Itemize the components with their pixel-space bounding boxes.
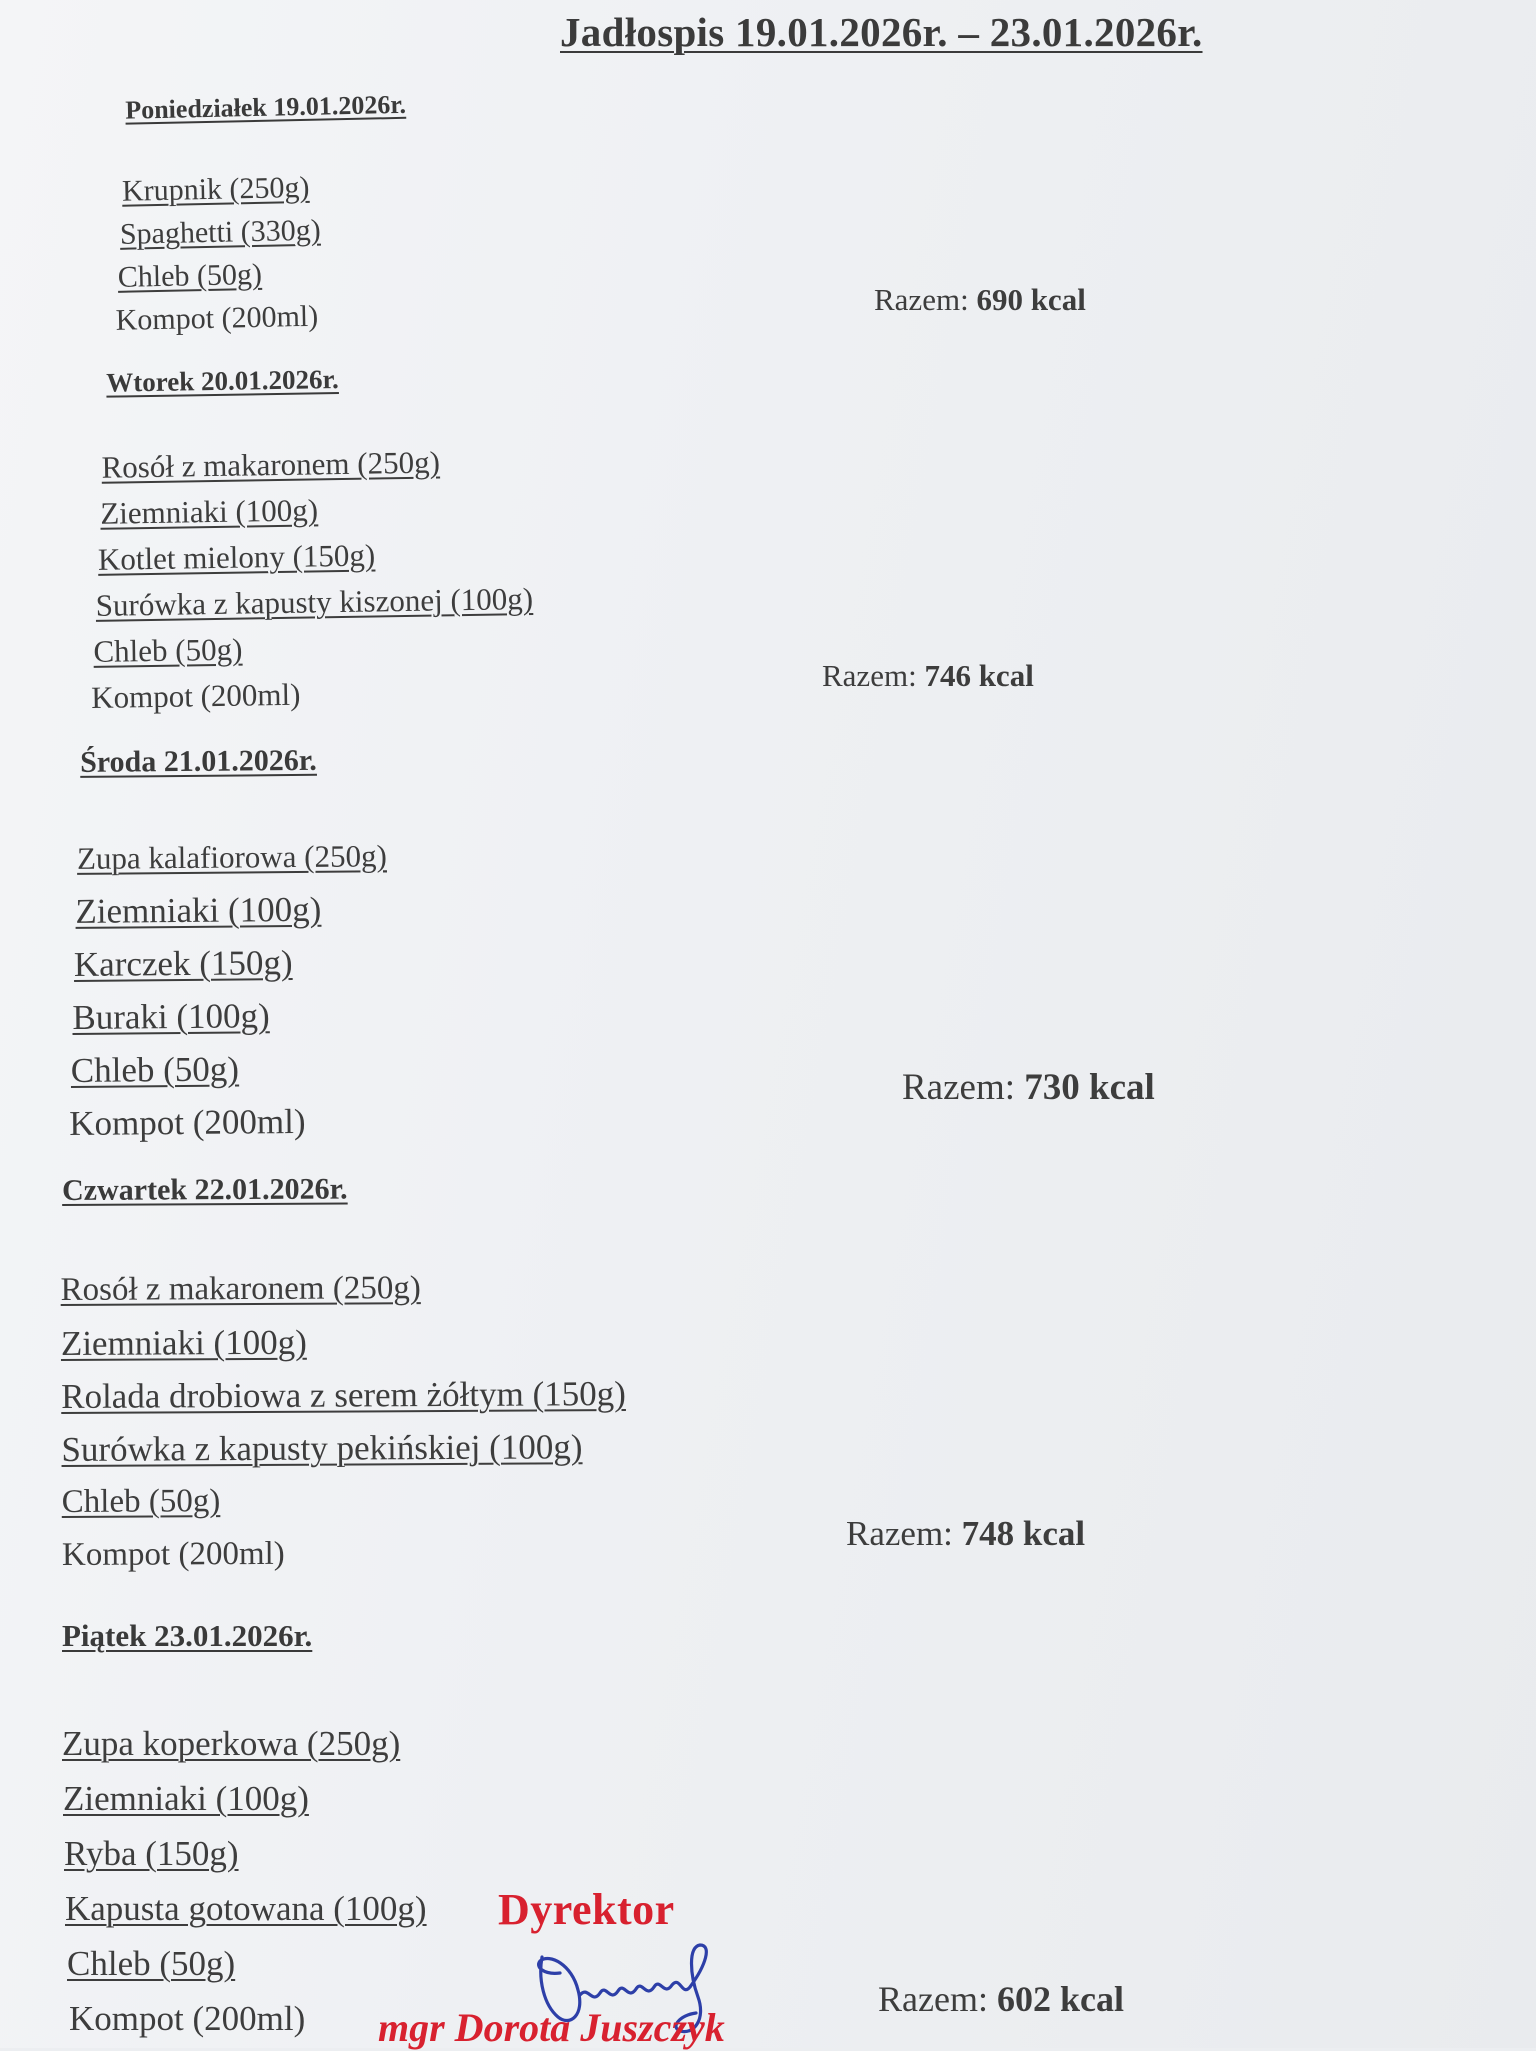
- menu-item: Kompot (200ml): [90, 676, 301, 715]
- menu-item: Zupa kalafiorowa (250g): [76, 838, 388, 876]
- stamp-director-role: Dyrektor: [498, 1885, 675, 1934]
- menu-item: Kotlet mielony (150g): [97, 537, 376, 577]
- menu-item-list: [87, 438, 535, 721]
- menu-item: Ryba (150g): [64, 1834, 239, 1873]
- calorie-total-thursday: [846, 1514, 1085, 1554]
- menu-item: Chleb (50g): [93, 631, 243, 669]
- day-section-thursday: [60, 1171, 627, 1582]
- menu-item: Spaghetti (330g): [119, 213, 322, 251]
- menu-item: Karczek (150g): [73, 943, 293, 984]
- menu-item: Kompot (200ml): [61, 1535, 285, 1573]
- calorie-total-monday: [874, 282, 1086, 318]
- menu-item: Kompot (200ml): [115, 299, 319, 337]
- total-label: Razem:: [822, 658, 917, 693]
- menu-item: Chleb (50g): [70, 1049, 240, 1090]
- menu-item: Kompot (200ml): [69, 1999, 306, 2038]
- menu-item: Ziemniaki (100g): [100, 492, 319, 531]
- calorie-total-wednesday: [902, 1066, 1155, 1109]
- menu-item-list: [60, 1261, 626, 1582]
- menu-item: Surówka z kapusty pekińskiej (100g): [61, 1427, 583, 1469]
- total-label: Razem:: [902, 1067, 1016, 1108]
- menu-item: Buraki (100g): [72, 996, 270, 1037]
- total-label: Razem:: [874, 282, 969, 317]
- day-heading: Czwartek 22.01.2026r.: [61, 1172, 348, 1207]
- day-section-monday: [110, 90, 411, 342]
- total-value: 602 kcal: [996, 1979, 1124, 2019]
- day-heading: Piątek 23.01.2026r.: [62, 1618, 313, 1653]
- menu-item: Kapusta gotowana (100g): [65, 1889, 427, 1928]
- menu-item: Kompot (200ml): [69, 1101, 306, 1143]
- day-heading: Wtorek 20.01.2026r.: [105, 364, 339, 398]
- stamp-director-name: mgr Dorota Juszczyk: [378, 2005, 725, 2050]
- menu-item: Surówka z kapusty kiszonej (100g): [95, 581, 534, 623]
- total-value: 748 kcal: [961, 1514, 1086, 1553]
- page-title: Jadłospis 19.01.2026r. – 23.01.2026r.: [560, 9, 1203, 55]
- menu-item: Zupa koperkowa (250g): [62, 1724, 401, 1763]
- menu-item: Ziemniaki (100g): [60, 1322, 307, 1363]
- day-section-wednesday: [66, 743, 389, 1150]
- total-value: 730 kcal: [1024, 1067, 1155, 1108]
- calorie-total-friday: [878, 1978, 1124, 2020]
- menu-item-list: [67, 829, 390, 1150]
- day-section-tuesday: [86, 361, 535, 721]
- total-value: 690 kcal: [976, 282, 1086, 317]
- menu-item: Rolada drobiowa z serem żółtym (150g): [61, 1374, 626, 1416]
- menu-item-list: [60, 1716, 427, 2046]
- day-section-friday: [60, 1618, 427, 2046]
- menu-item: Rosół z makaronem (250g): [101, 444, 441, 485]
- menu-item: Krupnik (250g): [121, 170, 310, 208]
- day-heading: Poniedziałek 19.01.2026r.: [124, 89, 407, 125]
- menu-item-list: [112, 164, 411, 342]
- menu-item: Chleb (50g): [117, 257, 263, 294]
- total-label: Razem:: [878, 1979, 988, 2019]
- menu-item: Chleb (50g): [61, 1483, 221, 1520]
- calorie-total-tuesday: [822, 658, 1034, 694]
- menu-item: Ziemniaki (100g): [75, 889, 322, 931]
- menu-item: Ziemniaki (100g): [63, 1779, 309, 1818]
- menu-item: Rosół z makaronem (250g): [60, 1270, 421, 1308]
- menu-item: Chleb (50g): [67, 1944, 236, 1983]
- day-heading: Środa 21.01.2026r.: [79, 743, 317, 779]
- total-label: Razem:: [846, 1514, 953, 1553]
- total-value: 746 kcal: [924, 658, 1034, 693]
